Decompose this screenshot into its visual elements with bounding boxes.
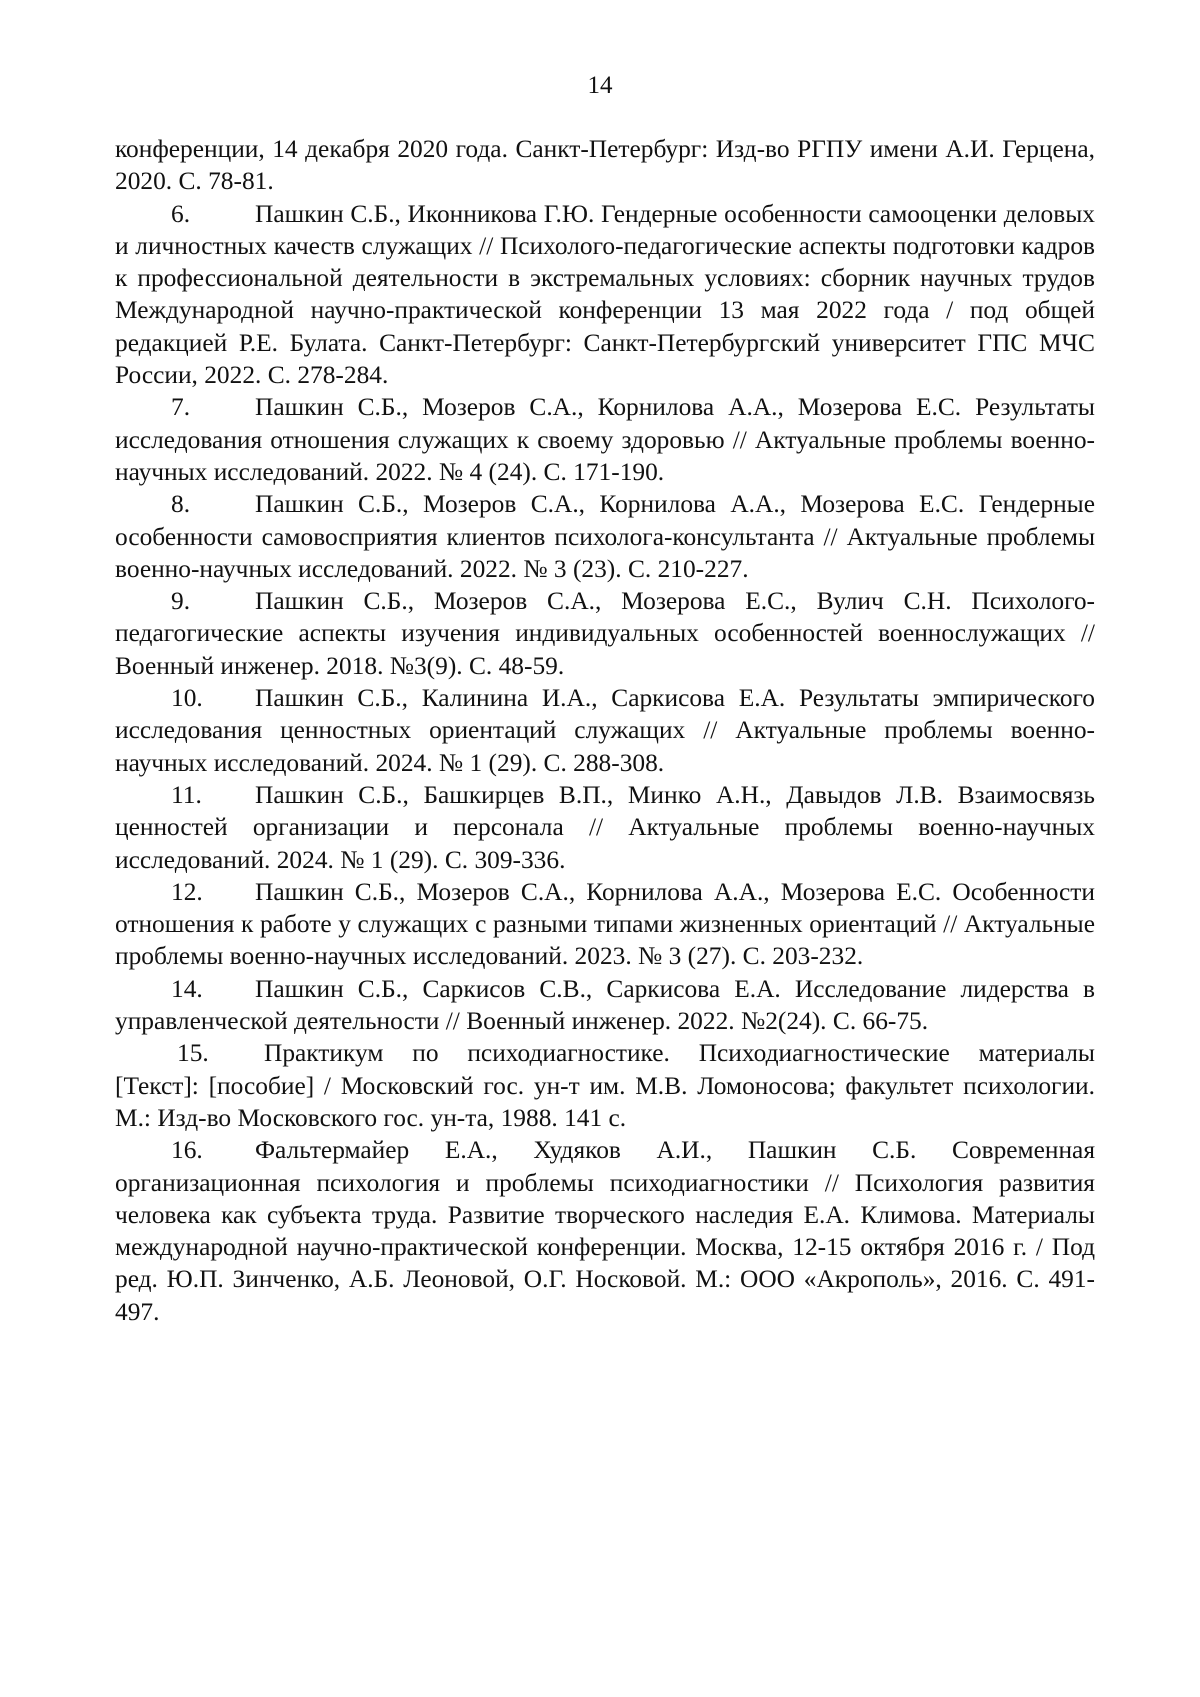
reference-continuation: конференции, 14 декабря 2020 года. Санкт-Петербург: Изд-во РГПУ имени А.И. Герцена, 2020. С. 78-81. (115, 135, 1095, 196)
page-number: 14 (587, 72, 613, 99)
reference-item (115, 1134, 1095, 1328)
reference-number: 14. (171, 974, 203, 1003)
reference-item (115, 779, 1095, 876)
reference-item (115, 198, 1095, 392)
reference-text: Пашкин С.Б., Мозеров С.А., Корнилова А.А., Мозерова Е.С. Результаты исследования отношения служащих к своему здоровью // Актуальные проблемы военно-научных исследований. 2022. № 4 (24). С. 171-190. (115, 393, 1095, 486)
reference-text: Пашкин С.Б., Мозеров С.А., Корнилова А.А., Мозерова Е.С. Особенности отношения к работе у служащих с разными типами жизненных ориентаций // Актуальные проблемы военно-научных исследований. 2023. № 3 (27). С. 203-232. (115, 877, 1095, 971)
reference-number: 8. (171, 490, 191, 519)
reference-text: Практикум по психодиагностике. Психодиагностические материалы [Текст]: [пособие] / Московский гос. ун-т им. М.В. Ломоносова; факультет психологии. М.: Изд-во Московского гос. ун-та, 1988. 141 с. (115, 1039, 1095, 1132)
reference-number: 6. (171, 199, 191, 228)
reference-item (115, 682, 1095, 779)
reference-text: Пашкин С.Б., Саркисов С.В., Саркисова Е.А. Исследование лидерства в управленческой деятельности // Военный инженер. 2022. №2(24). С. 66-75. (115, 974, 1095, 1036)
reference-number: 9. (171, 587, 191, 616)
reference-item (115, 1037, 1095, 1134)
reference-item (115, 391, 1095, 488)
reference-text: Пашкин С.Б., Мозеров С.А., Мозерова Е.С., Вулич С.Н. Психолого-педагогические аспекты изучения индивидуальных особенностей военнослужащих // Военный инженер. 2018. №3(9). С. 48-59. (115, 587, 1095, 680)
reference-text: Пашкин С.Б., Мозеров С.А., Корнилова А.А., Мозерова Е.С. Гендерные особенности самовосприятия клиентов психолога-консультанта // Актуальные проблемы военно-научных исследований. 2022. № 3 (23). С. 210-227. (115, 490, 1095, 583)
reference-item (115, 585, 1095, 682)
reference-text: Фальтермайер Е.А., Худяков А.И., Пашкин С.Б. Современная организационная психология и проблемы психодиагностики // Психология развития человека как субъекта труда. Развитие творческого наследия Е.А. Климова. Материалы международной научно-практической конференции. Москва, 12-15 октября 2016 г. / Под ред. Ю.П. Зинченко, А.Б. Леоновой, О.Г. Носковой. М.: ООО «Акрополь», 2016. С. 491-497. (115, 1136, 1095, 1326)
reference-number: 15. (177, 1039, 209, 1068)
reference-text: Пашкин С.Б., Башкирцев В.П., Минко А.Н., Давыдов Л.В. Взаимосвязь ценностей организации и персонала // Актуальные проблемы военно-научных исследований. 2024. № 1 (29). С. 309-336. (115, 780, 1095, 874)
reference-item (115, 876, 1095, 973)
reference-text: Пашкин С.Б., Калинина И.А., Саркисова Е.А. Результаты эмпирического исследования ценностных ориентаций служащих // Актуальные проблемы военно-научных исследований. 2024. № 1 (29). С. 288-308. (115, 684, 1095, 777)
reference-number: 16. (171, 1136, 203, 1165)
reference-text: Пашкин С.Б., Иконникова Г.Ю. Гендерные особенности самооценки деловых и личностных качеств служащих // Психолого-педагогические аспекты подготовки кадров к профессиональной деятельности в экстремальных условиях: сборник научных трудов Международной научно-практической конференции 13 мая 2022 года / под общей редакцией Р.Е. Булата. Санкт-Петербург: Санкт-Петербургский университет ГПС МЧС России, 2022. С. 278-284. (115, 199, 1095, 390)
reference-item (115, 973, 1095, 1038)
reference-number: 10. (171, 684, 203, 713)
reference-list (115, 133, 1095, 1328)
reference-number: 12. (171, 877, 203, 906)
reference-number: 7. (171, 393, 191, 422)
reference-item (115, 488, 1095, 585)
reference-number: 11. (171, 780, 202, 809)
